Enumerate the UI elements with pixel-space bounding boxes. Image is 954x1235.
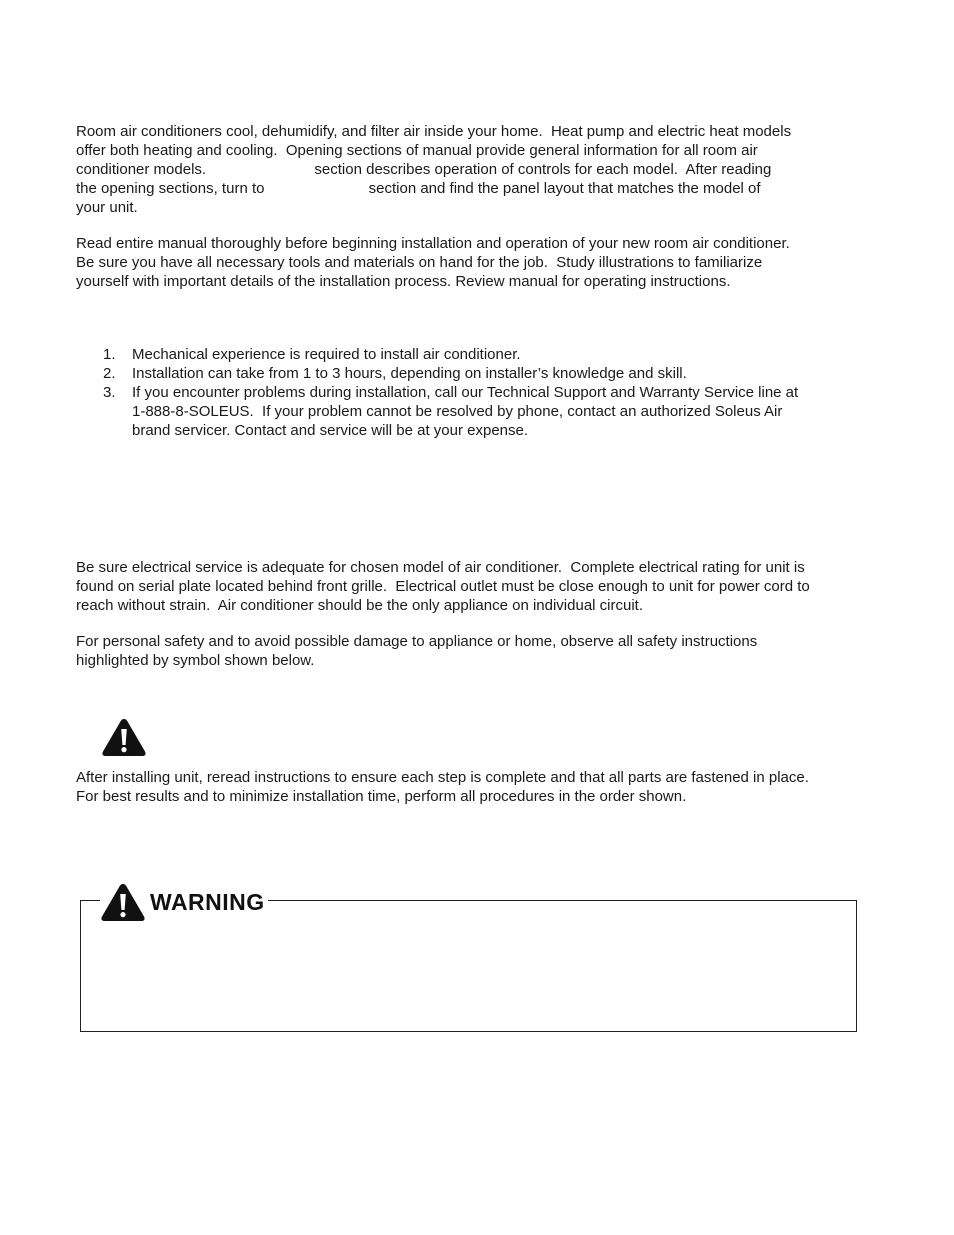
list-item [103,364,893,383]
read-manual-paragraph [76,234,886,291]
intro-line: offer both heating and cooling. Opening sections of manual provide general information for all room air [76,142,758,159]
list-item-line: 1-888-8-SOLEUS. If your problem cannot be resolved by phone, contact an authorized Soleus Air [132,403,783,420]
electrical-line: found on serial plate located behind front grille. Electrical outlet must be close enough to unit for power cord to [76,578,810,595]
list-item [103,383,893,440]
list-item-line: If you encounter problems during installation, call our Technical Support and Warranty Service line at [132,384,799,401]
list-item-number: 3. [103,384,116,401]
electrical-line: Be sure electrical service is adequate for chosen model of air conditioner. Complete electrical rating for unit is [76,559,805,576]
electrical-paragraph [76,558,886,615]
warning-triangle-icon [100,882,146,922]
list-item-number: 1. [103,346,116,363]
list-item [103,345,893,364]
read-manual-line: Read entire manual thoroughly before beginning installation and operation of your new room air conditioner. [76,235,790,252]
safety-line: highlighted by symbol shown below. [76,652,315,669]
intro-paragraph [76,122,886,217]
after-install-paragraph [76,768,886,806]
intro-line: your unit. [76,199,138,216]
warning-title: WARNING [150,889,265,915]
intro-line: the opening sections, turn to section and find the panel layout that matches the model of [76,180,761,197]
warning-label [100,882,268,922]
intro-line: Room air conditioners cool, dehumidify, and filter air inside your home. Heat pump and electric heat models [76,123,792,140]
read-manual-line: yourself with important details of the installation process. Review manual for operating instructions. [76,273,731,290]
list-item-line: brand servicer. Contact and service will be at your expense. [132,422,529,439]
after-install-line: For best results and to minimize installation time, perform all procedures in the order shown. [76,788,687,805]
list-item-number: 2. [103,365,116,382]
electrical-line: reach without strain. Air conditioner should be the only appliance on individual circuit. [76,597,643,614]
after-install-line: After installing unit, reread instructions to ensure each step is complete and that all parts are fastened in place. [76,769,809,786]
read-manual-line: Be sure you have all necessary tools and materials on hand for the job. Study illustrations to familiarize [76,254,763,271]
warning-triangle-icon [101,717,147,757]
safety-paragraph [76,632,886,670]
list-item-line: Installation can take from 1 to 3 hours, depending on installer’s knowledge and skill. [132,365,687,382]
intro-line: conditioner models. section describes operation of controls for each model. After reading [76,161,772,178]
installation-requirements-list [103,345,893,440]
list-item-line: Mechanical experience is required to install air conditioner. [132,346,521,363]
safety-line: For personal safety and to avoid possible damage to appliance or home, observe all safety instructions [76,633,758,650]
